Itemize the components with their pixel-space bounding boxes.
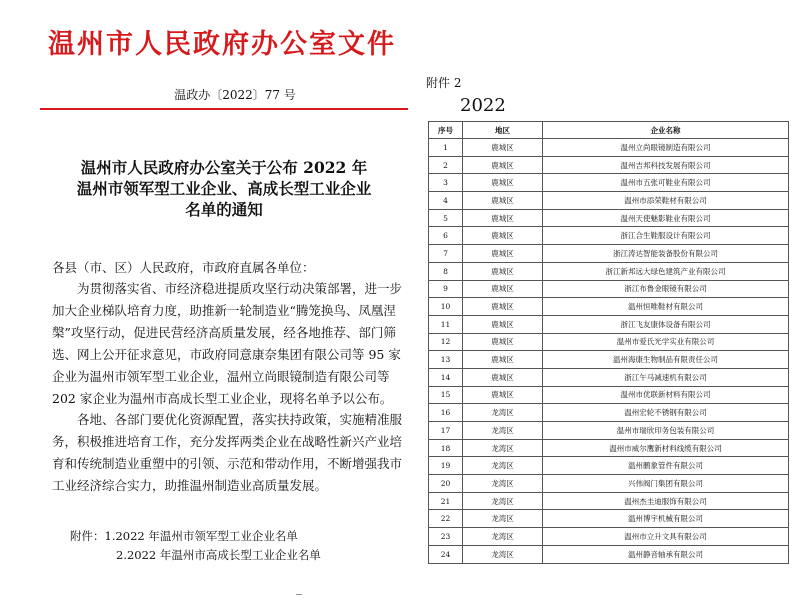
cell-district: 鹿城区 xyxy=(463,386,543,404)
notice-title xyxy=(40,157,408,220)
cell-index: 9 xyxy=(429,280,463,298)
body-paragraph xyxy=(52,409,412,497)
document-number: 温政办〔2022〕77 号 xyxy=(174,88,296,102)
table-row xyxy=(429,209,789,227)
cell-index: 6 xyxy=(429,227,463,245)
table-row xyxy=(429,439,789,457)
attachment-item: 2.2022 年温州市高成长型工业企业名单 xyxy=(116,548,321,562)
cell-company: 温州市爱氏光学实业有限公司 xyxy=(543,333,789,351)
title-line: 温州市人民政府办公室关于公布 2022 年 xyxy=(80,158,368,177)
attachment-item: 附件：1.2022 年温州市领军型工业企业名单 xyxy=(70,529,298,543)
cell-district: 龙湾区 xyxy=(463,422,543,440)
cell-company: 温州市瑞欣印务包装有限公司 xyxy=(543,422,789,440)
text-line: 槃”攻坚行动，促进民营经济高质量发展，经各地推荐、部门筛 xyxy=(52,325,396,340)
red-divider xyxy=(40,108,408,110)
cell-index: 14 xyxy=(429,368,463,386)
cell-company: 浙江午马减速机有限公司 xyxy=(543,368,789,386)
table-row xyxy=(429,139,789,157)
cell-district: 龙湾区 xyxy=(463,545,543,563)
cell-index: 19 xyxy=(429,457,463,475)
appendix-label: 附件 2 xyxy=(426,76,462,90)
cell-district: 鹿城区 xyxy=(463,209,543,227)
cell-index: 2 xyxy=(429,156,463,174)
issuer-header: 温州市人民政府办公室文件 xyxy=(48,29,396,60)
cell-district: 龙湾区 xyxy=(463,404,543,422)
company-table xyxy=(428,121,789,564)
cell-district: 鹿城区 xyxy=(463,280,543,298)
cell-district: 龙湾区 xyxy=(463,457,543,475)
table-row xyxy=(429,404,789,422)
table-row xyxy=(429,528,789,546)
cell-company: 温州市立升文具有限公司 xyxy=(543,528,789,546)
table-row xyxy=(429,333,789,351)
title-line: 名单的通知 xyxy=(185,200,263,219)
cell-district: 鹿城区 xyxy=(463,351,543,369)
header-index: 序号 xyxy=(429,122,463,139)
cell-district: 鹿城区 xyxy=(463,262,543,280)
text-line: 务，积极推进培育工作，充分发挥两类企业在战略性新兴产业培 xyxy=(52,434,403,449)
table-row xyxy=(429,262,789,280)
text-line: 企业为温州市领军型工业企业，温州立尚眼镜制造有限公司等 xyxy=(52,369,390,384)
table-row xyxy=(429,422,789,440)
cell-company: 温州宏轮不锈钢有限公司 xyxy=(543,404,789,422)
cell-index: 10 xyxy=(429,298,463,316)
cell-district: 鹿城区 xyxy=(463,298,543,316)
table-row xyxy=(429,386,789,404)
cell-index: 17 xyxy=(429,422,463,440)
table-row xyxy=(429,280,789,298)
cell-index: 21 xyxy=(429,492,463,510)
cell-index: 13 xyxy=(429,351,463,369)
text-line: 加大企业梯队培育力度，助推新一轮制造业“腾笼换鸟、凤凰涅 xyxy=(52,303,396,318)
title-line: 温州市领军型工业企业、高成长型工业企业 xyxy=(76,179,372,198)
cell-company: 温州天使魅影鞋业有限公司 xyxy=(543,209,789,227)
table-header-row xyxy=(429,122,789,139)
cell-district: 鹿城区 xyxy=(463,333,543,351)
table-row xyxy=(429,492,789,510)
cell-index: 16 xyxy=(429,404,463,422)
page-mark xyxy=(296,594,302,595)
cell-company: 温州市添荣鞋材有限公司 xyxy=(543,192,789,210)
addressee: 各县（市、区）人民政府，市政府直属各单位： xyxy=(52,260,315,275)
cell-company: 浙江飞友康体设备有限公司 xyxy=(543,315,789,333)
cell-company: 温州静音轴承有限公司 xyxy=(543,545,789,563)
cell-company: 兴伟阀门集团有限公司 xyxy=(543,475,789,493)
cell-index: 23 xyxy=(429,528,463,546)
cell-district: 龙湾区 xyxy=(463,528,543,546)
cell-district: 鹿城区 xyxy=(463,156,543,174)
cell-district: 鹿城区 xyxy=(463,368,543,386)
cell-index: 4 xyxy=(429,192,463,210)
cell-index: 15 xyxy=(429,386,463,404)
cell-district: 鹿城区 xyxy=(463,174,543,192)
table-row xyxy=(429,227,789,245)
text-line: 202 家企业为温州市高成长型工业企业，现将名单予以公布。 xyxy=(52,391,393,406)
table-row xyxy=(429,245,789,263)
text-line: 各地、各部门要优化资源配置，落实扶持政策，实施精准服 xyxy=(77,412,403,427)
table-row xyxy=(429,192,789,210)
cell-district: 鹿城区 xyxy=(463,227,543,245)
cell-index: 24 xyxy=(429,545,463,563)
table-row xyxy=(429,545,789,563)
body-paragraph xyxy=(52,278,412,410)
cell-company: 温州博宇机械有限公司 xyxy=(543,510,789,528)
cell-index: 12 xyxy=(429,333,463,351)
cell-company: 温州市优联新材料有限公司 xyxy=(543,386,789,404)
cell-company: 浙江涛达智能装备股份有限公司 xyxy=(543,245,789,263)
cell-district: 龙湾区 xyxy=(463,510,543,528)
cell-index: 8 xyxy=(429,262,463,280)
cell-index: 3 xyxy=(429,174,463,192)
cell-company: 浙江新邦远大绿色建筑产业有限公司 xyxy=(543,262,789,280)
cell-company: 浙江合生鞋服设计有限公司 xyxy=(543,227,789,245)
cell-index: 1 xyxy=(429,139,463,157)
cell-company: 温州市威尔鹰新材料线缆有限公司 xyxy=(543,439,789,457)
cell-index: 5 xyxy=(429,209,463,227)
cell-district: 鹿城区 xyxy=(463,192,543,210)
appendix-page xyxy=(420,0,800,600)
text-line: 工业经济综合实力，助推温州制造业高质量发展。 xyxy=(52,478,328,493)
table-row xyxy=(429,368,789,386)
cell-district: 龙湾区 xyxy=(463,439,543,457)
cell-company: 温州恒唯鞋材有限公司 xyxy=(543,298,789,316)
cell-company: 温州市五张可鞋业有限公司 xyxy=(543,174,789,192)
table-row xyxy=(429,475,789,493)
table-row xyxy=(429,156,789,174)
cell-index: 7 xyxy=(429,245,463,263)
text-line: 为贯彻落实省、市经济稳进提质攻坚行动决策部署，进一步 xyxy=(77,281,403,296)
cell-district: 鹿城区 xyxy=(463,139,543,157)
cell-company: 温州吉邦科技发展有限公司 xyxy=(543,156,789,174)
cell-company: 温州杰圭迪服饰有限公司 xyxy=(543,492,789,510)
cell-company: 浙江布鲁金眼镜有限公司 xyxy=(543,280,789,298)
header-company: 企业名称 xyxy=(543,122,789,139)
text-line: 育和传统制造业重塑中的引领、示范和带动作用，不断增强我市 xyxy=(52,456,403,471)
table-row xyxy=(429,351,789,369)
cell-index: 11 xyxy=(429,315,463,333)
cell-company: 温州鹏象管件有限公司 xyxy=(543,457,789,475)
table-row xyxy=(429,457,789,475)
cell-index: 20 xyxy=(429,475,463,493)
text-line: 选、网上公开征求意见，市政府同意康奈集团有限公司等 95 家 xyxy=(52,347,401,362)
table-row xyxy=(429,510,789,528)
table-row xyxy=(429,174,789,192)
header-district: 地区 xyxy=(463,122,543,139)
cell-district: 鹿城区 xyxy=(463,245,543,263)
table-row xyxy=(429,315,789,333)
cell-company: 温州海康生物制品有限责任公司 xyxy=(543,351,789,369)
cell-district: 龙湾区 xyxy=(463,475,543,493)
table-row xyxy=(429,298,789,316)
cell-district: 龙湾区 xyxy=(463,492,543,510)
appendix-year: 2022 xyxy=(460,95,506,116)
cell-index: 22 xyxy=(429,510,463,528)
cell-district: 鹿城区 xyxy=(463,315,543,333)
cell-index: 18 xyxy=(429,439,463,457)
cell-company: 温州立尚眼镜制造有限公司 xyxy=(543,139,789,157)
